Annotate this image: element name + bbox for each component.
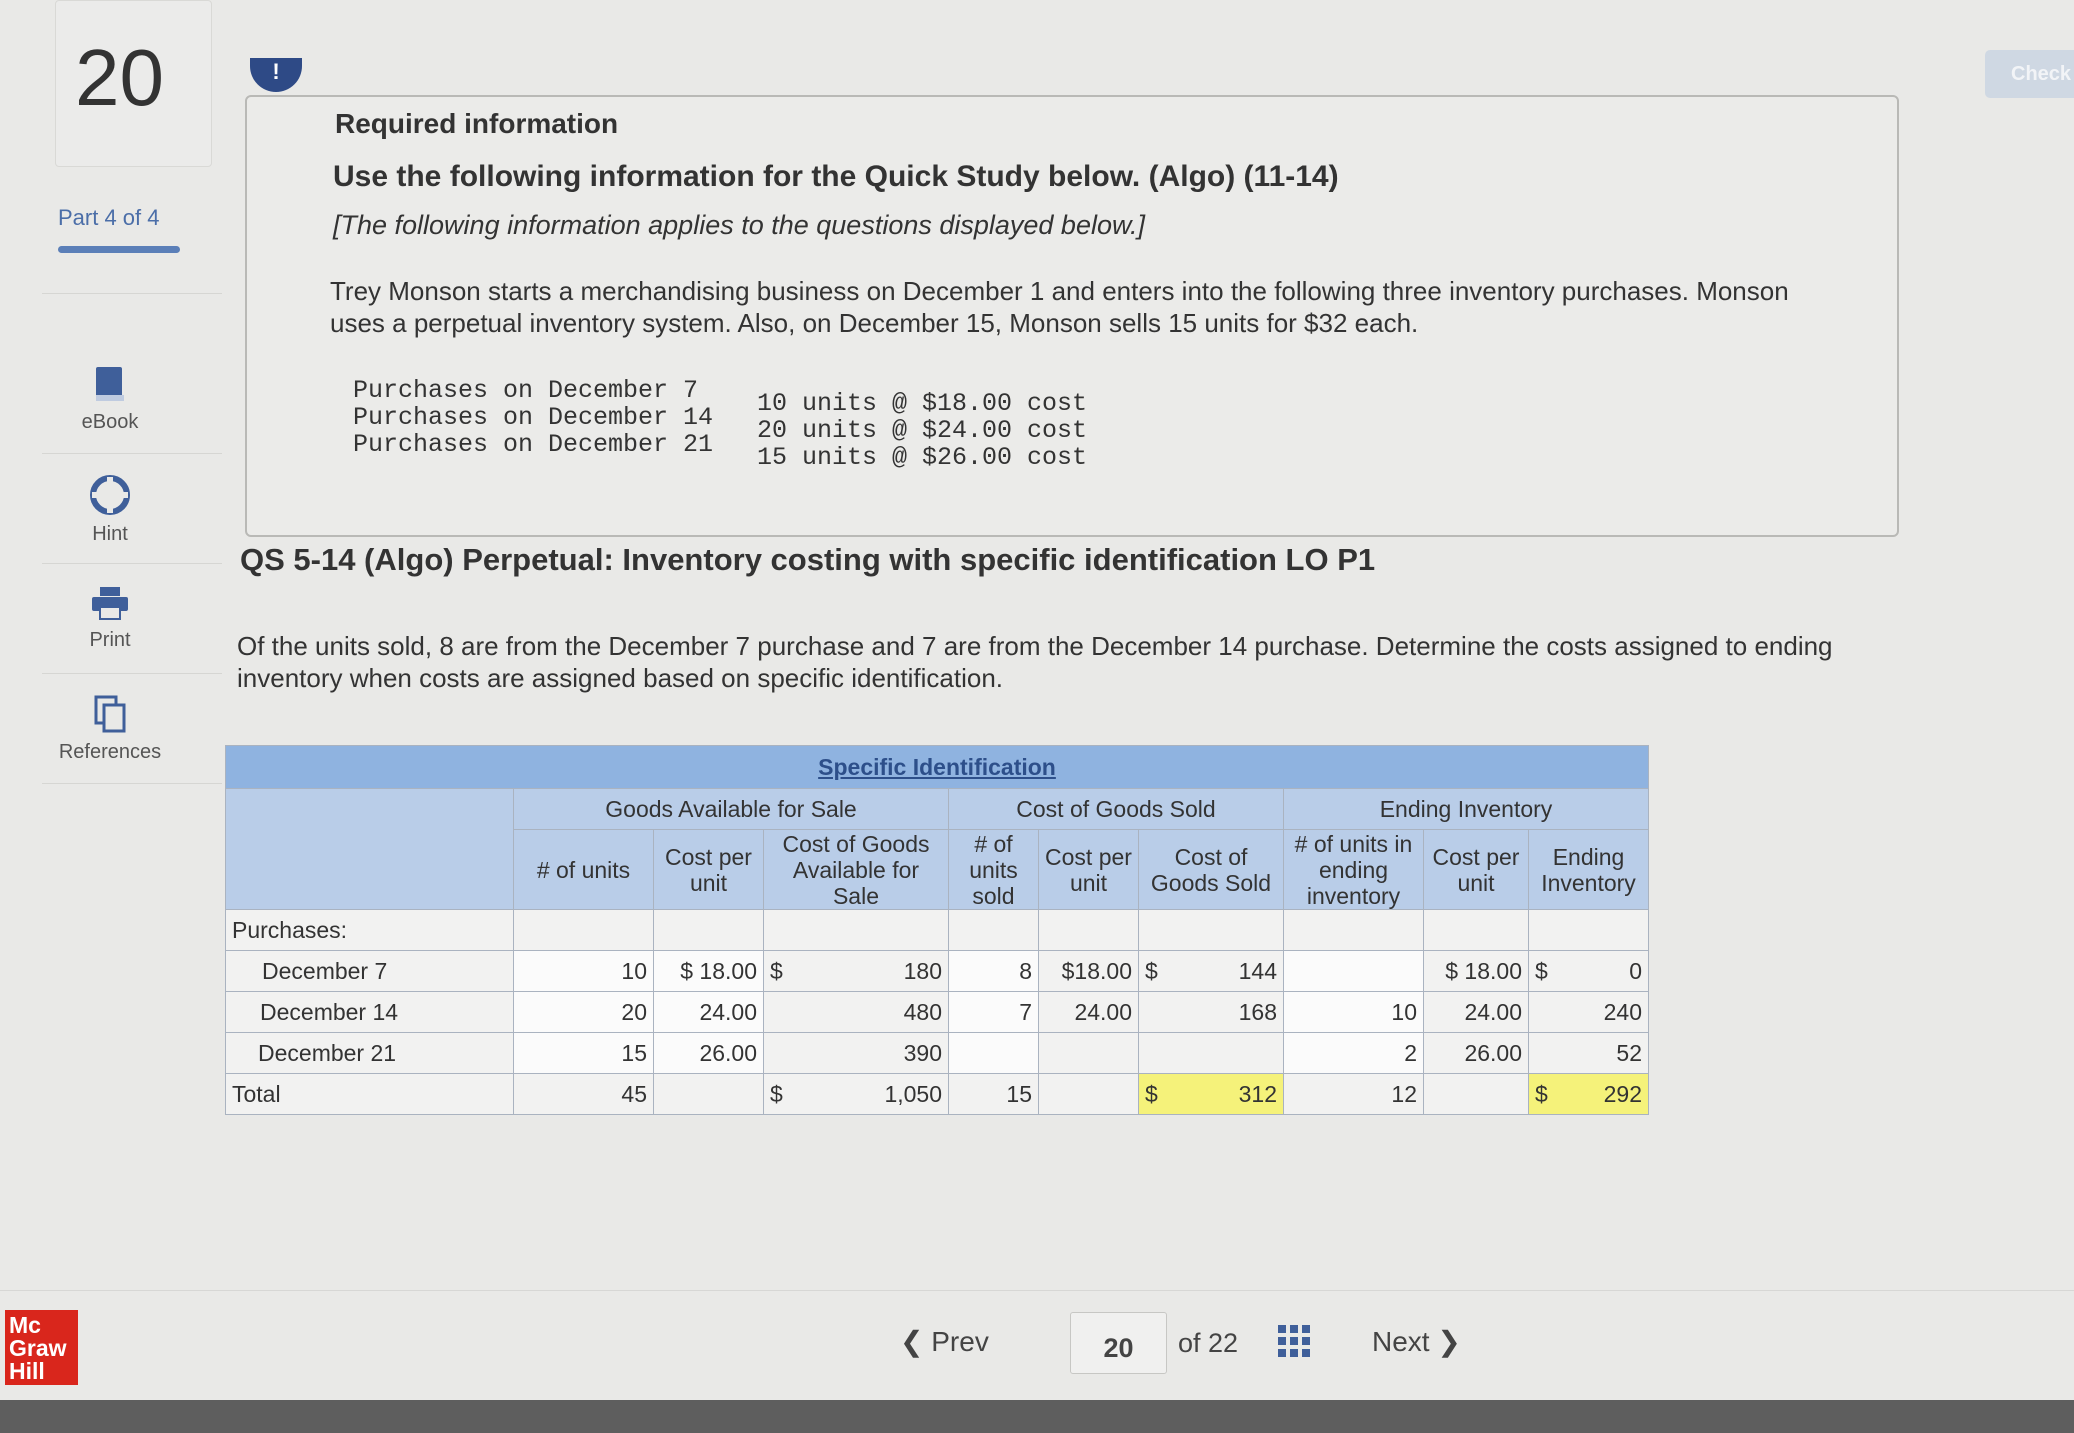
- total-cogs: 312: [1238, 1080, 1277, 1107]
- gafs-header: Goods Available for Sale: [514, 789, 949, 830]
- units-input[interactable]: 10: [514, 951, 654, 992]
- hint-label: Hint: [92, 523, 128, 545]
- purchase-label: Purchases on December 21: [353, 430, 714, 459]
- rail-divider: [42, 673, 222, 674]
- applies-note: [The following information applies to the questions displayed below.]: [333, 210, 1145, 240]
- required-heading: Required information: [335, 108, 619, 139]
- cost-per-unit-ending: 26.00: [1424, 1033, 1529, 1074]
- row-label: December 14: [226, 992, 514, 1033]
- alert-icon: !: [250, 58, 302, 92]
- part-indicator[interactable]: Part 4 of 4: [58, 205, 160, 230]
- row-label: December 21: [226, 1033, 514, 1074]
- empty-cell: [654, 910, 764, 951]
- empty-cell: [1039, 1074, 1139, 1115]
- col-cost-per-unit: Cost per unit: [654, 830, 764, 910]
- part-progress-bar: [58, 246, 180, 253]
- question-number: 20: [75, 33, 164, 122]
- col-cost-per-unit-ending: Cost per unit: [1424, 830, 1529, 910]
- col-cogafs: Cost of Goods Available for Sale: [764, 830, 949, 910]
- next-label: Next: [1372, 1326, 1430, 1357]
- col-units-sold: # of units sold: [949, 830, 1039, 910]
- table-title-cell: [226, 746, 1649, 789]
- empty-cell: [1139, 910, 1284, 951]
- next-button[interactable]: [1372, 1325, 1461, 1358]
- cost-per-unit-input[interactable]: $ 18.00: [654, 951, 764, 992]
- references-button[interactable]: [30, 695, 190, 764]
- rail-divider: [42, 293, 222, 294]
- table-row: [226, 1033, 1649, 1074]
- units-sold-input[interactable]: 8: [949, 951, 1039, 992]
- prev-label: Prev: [931, 1326, 989, 1357]
- empty-cell: [949, 910, 1039, 951]
- row-label: December 7: [226, 951, 514, 992]
- units-ending-input[interactable]: 2: [1284, 1033, 1424, 1074]
- empty-cell: [1424, 1074, 1529, 1115]
- question-body: Of the units sold, 8 are from the December 7 purchase and 7 are from the December 14 purchase. Determine the costs assigned to ending inventory when costs are assigned based on specific identification.: [237, 631, 1833, 693]
- rail-divider: [42, 563, 222, 564]
- question-title: QS 5-14 (Algo) Perpetual: Inventory costing with specific identification LO P1: [240, 542, 1376, 577]
- cogs-cell: [1139, 951, 1284, 992]
- purchase-label: Purchases on December 14: [353, 403, 714, 432]
- bottom-bar: [0, 1400, 2074, 1433]
- dollar-sign: $: [770, 957, 783, 984]
- dollar-sign: $: [770, 1080, 783, 1107]
- total-units-sold: 15: [949, 1074, 1039, 1115]
- empty-cell: [1424, 910, 1529, 951]
- footer-divider: [0, 1290, 2074, 1291]
- cost-per-unit-sold: 24.00: [1039, 992, 1139, 1033]
- total-units: 45: [514, 1074, 654, 1115]
- ending-value: 240: [1529, 992, 1649, 1033]
- table-row: [226, 992, 1649, 1033]
- book-icon: [93, 365, 127, 403]
- printer-icon: [90, 585, 130, 621]
- prev-button[interactable]: [900, 1325, 989, 1358]
- logo-line: Hill: [9, 1358, 45, 1384]
- use-info-heading: Use the following information for the Quick Study below. (Algo) (11-14): [333, 160, 1339, 193]
- cogs-value: 144: [1238, 957, 1277, 984]
- cost-per-unit-sold: [1039, 1033, 1139, 1074]
- rail-divider: [42, 783, 222, 784]
- logo-line: Mc: [9, 1312, 41, 1338]
- dollar-sign: $: [1145, 957, 1158, 984]
- col-cogs: Cost of Goods Sold: [1139, 830, 1284, 910]
- cogs-value: 168: [1139, 992, 1284, 1033]
- ending-value: 52: [1529, 1033, 1649, 1074]
- cogafs-value: 480: [764, 992, 949, 1033]
- total-cogafs-cell: [764, 1074, 949, 1115]
- ebook-label: eBook: [81, 411, 139, 433]
- dollar-sign: $: [1145, 1080, 1158, 1107]
- mcgraw-hill-logo: [5, 1310, 78, 1385]
- cost-per-unit-ending: 24.00: [1424, 992, 1529, 1033]
- units-input[interactable]: 15: [514, 1033, 654, 1074]
- grid-icon[interactable]: [1278, 1325, 1310, 1357]
- total-ending-inventory: 292: [1603, 1080, 1642, 1107]
- lifebuoy-icon: [90, 475, 130, 515]
- total-ending-cell: [1529, 1074, 1649, 1115]
- units-ending-input[interactable]: [1284, 951, 1424, 992]
- header-blank: [226, 789, 514, 910]
- units-ending-input[interactable]: 10: [1284, 992, 1424, 1033]
- cost-per-unit-input[interactable]: 24.00: [654, 992, 764, 1033]
- empty-cell: [1039, 910, 1139, 951]
- table-row: [226, 951, 1649, 992]
- check-button[interactable]: Check: [1985, 50, 2074, 98]
- empty-cell: [1284, 910, 1424, 951]
- purchase-detail: 10 units @ $18.00 cost: [757, 389, 1088, 418]
- cogs-value: [1139, 1033, 1284, 1074]
- total-row: [226, 1074, 1649, 1115]
- dollar-sign: $: [1535, 1080, 1548, 1107]
- page-selector[interactable]: [1070, 1312, 1167, 1374]
- total-cogs-cell: [1139, 1074, 1284, 1115]
- info-paragraph: Trey Monson starts a merchandising business on December 1 and enters into the following three inventory purchases. Monson uses a perpetual inventory system. Also, on December 15, Monson sells 15 units for $32 each.: [330, 276, 1789, 338]
- ebook-button[interactable]: [30, 365, 190, 434]
- purchases-label: Purchases:: [226, 910, 514, 951]
- cogs-header: Cost of Goods Sold: [949, 789, 1284, 830]
- print-label: Print: [89, 629, 131, 651]
- total-cogafs: 1,050: [884, 1080, 942, 1107]
- cogafs-value: 180: [903, 957, 942, 984]
- copy-icon: [92, 695, 128, 733]
- purchase-detail: 15 units @ $26.00 cost: [757, 443, 1088, 472]
- references-label: References: [58, 741, 162, 763]
- page-total: of 22: [1178, 1328, 1239, 1358]
- logo-line: Graw: [9, 1335, 67, 1361]
- units-input[interactable]: 20: [514, 992, 654, 1033]
- purchase-label: Purchases on December 7: [353, 376, 699, 405]
- units-sold-input[interactable]: [949, 1033, 1039, 1074]
- cost-per-unit-input[interactable]: 26.00: [654, 1033, 764, 1074]
- col-cost-per-unit-sold: Cost per unit: [1039, 830, 1139, 910]
- col-units-ending: # of units in ending inventory: [1284, 830, 1424, 910]
- chevron-right-icon: ❯: [1437, 1326, 1461, 1357]
- total-label: Total: [226, 1074, 514, 1115]
- units-sold-input[interactable]: 7: [949, 992, 1039, 1033]
- purchase-detail: 20 units @ $24.00 cost: [757, 416, 1088, 445]
- chevron-left-icon: ❮: [900, 1326, 924, 1357]
- cost-per-unit-ending: $ 18.00: [1424, 951, 1529, 992]
- total-units-ending: 12: [1284, 1074, 1424, 1115]
- purchase-labels: [353, 377, 713, 458]
- empty-cell: [514, 910, 654, 951]
- empty-cell: [1529, 910, 1649, 951]
- dollar-sign: $: [1535, 957, 1548, 984]
- empty-cell: [764, 910, 949, 951]
- ending-cell: [1529, 951, 1649, 992]
- specific-identification-table: [225, 745, 1649, 1115]
- hint-button[interactable]: [30, 475, 190, 546]
- purchase-details: [757, 390, 1087, 471]
- col-units: # of units: [514, 830, 654, 910]
- table-title: Specific Identification: [818, 753, 1056, 780]
- current-page: 20: [1103, 1333, 1134, 1363]
- ending-value: 0: [1629, 957, 1642, 984]
- cost-per-unit-sold: $18.00: [1039, 951, 1139, 992]
- print-button[interactable]: [30, 585, 190, 652]
- col-ending-inventory: Ending Inventory: [1529, 830, 1649, 910]
- ei-header: Ending Inventory: [1284, 789, 1649, 830]
- cogafs-value: 390: [764, 1033, 949, 1074]
- empty-cell: [654, 1074, 764, 1115]
- rail-divider: [42, 453, 222, 454]
- cogafs-cell: [764, 951, 949, 992]
